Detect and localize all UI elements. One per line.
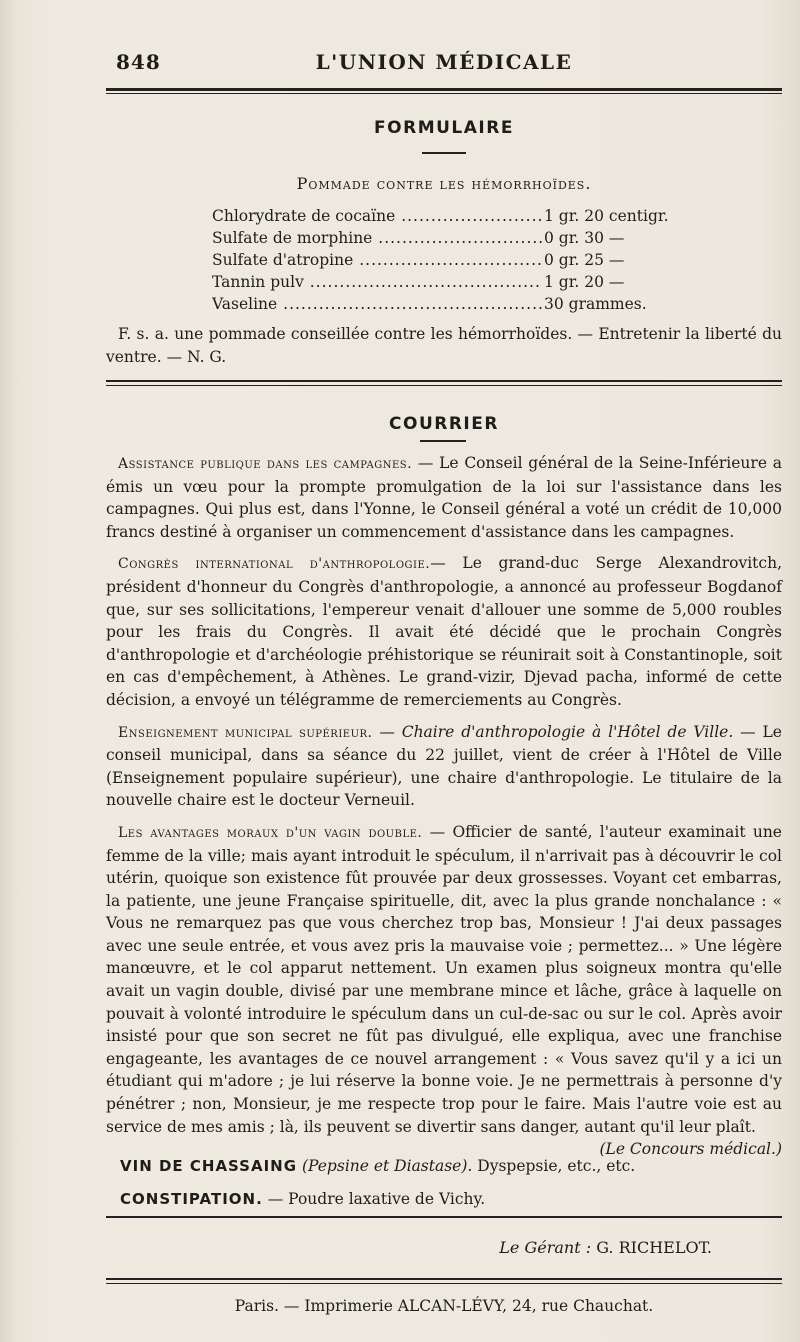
formulaire-note: F. s. a. une pommade conseillée contre les hémorrhoïdes. — Entretenir la liberté du ventre. — N. G. — [106, 325, 782, 366]
courrier-title: COURRIER — [389, 414, 499, 434]
news-paragraph — [106, 452, 782, 543]
footer-divider-2-thin — [106, 1283, 782, 1284]
page-number: 848 — [116, 50, 161, 74]
ingredient-name: Vaseline ..... — [212, 293, 542, 315]
header-rule — [106, 88, 782, 91]
prescription-list — [212, 205, 712, 315]
paragraph-text: — Le conseil municipal, dans sa séance du 22 juillet, vient de créer à l'Hôtel de Ville (Enseignement populaire supérieur), une chaire d'anthropologie. Le titulaire de la nouvelle chaire est le docteur Verneuil. — [106, 722, 782, 810]
ingredient-quantity: 1 gr. 20 — — [544, 273, 625, 291]
paragraph-heading: Congrès international d'anthropologie. — [118, 556, 431, 573]
ingredient-name: Sulfate d'atropine ..... — [212, 249, 542, 271]
news-paragraph — [106, 821, 782, 1159]
ingredient-name: Chlorydrate de cocaïne ..... — [212, 205, 542, 227]
advertisement-line — [120, 1190, 780, 1208]
formulaire-title: FORMULAIRE — [374, 118, 514, 138]
paragraph-heading: Assistance publique dans les campagnes. — [118, 456, 413, 472]
news-paragraph — [106, 552, 782, 711]
formulaire-note-block — [106, 323, 782, 368]
ingredient-name: Sulfate de morphine ..... — [212, 227, 542, 249]
courrier-title-rule — [420, 440, 466, 442]
paragraph-source: (Le Concours médical.) — [599, 1140, 782, 1159]
paragraph-text: — Le grand-duc Serge Alexandrovitch, président d'honneur du Congrès d'anthropologie, a annoncé au professeur Bogdanof que, sur ses sollicitations, l'empereur venait d'allouer une somme de 5,000 roubles pour les frais du Congrès. Il avait été décidé que le prochain Congrès d'anthropologie et d'archéologie préhistorique se réunirait soit à Constantinople, soit en cas d'empêchement, à Athènes. Le grand-vizir, Djevad pacha, informé de cette décision, a envoyé un télégramme de remerciements au Congrès. — [106, 554, 782, 709]
prescription-row — [212, 205, 712, 227]
formulaire-title-rule — [422, 152, 466, 154]
paragraph-text: — Le Conseil général de la Seine-Inférieure a émis un vœu pour la prompte promulgation de la loi sur l'assistance dans les campagnes. Qui plus est, dans l'Yonne, le Conseil général a voté un crédit de 10,000 francs destiné à organiser un commencement d'assistance dans les campagnes. — [106, 454, 782, 541]
ad-italic: (Pepsine et Diastase). — [301, 1157, 473, 1175]
gerant-name: G. RICHELOT. — [596, 1238, 712, 1257]
paragraph-heading: Enseignement municipal supérieur. — [118, 724, 373, 741]
footer-divider — [106, 1216, 782, 1218]
footer-divider-2 — [106, 1278, 782, 1280]
journal-title: L'UNION MÉDICALE — [315, 50, 573, 74]
gerant-line — [106, 1238, 782, 1257]
ad-brand: CONSTIPATION. — [120, 1190, 263, 1208]
ad-text: — Poudre laxative de Vichy. — [262, 1190, 486, 1208]
advertisement-line — [120, 1157, 780, 1175]
section-divider — [106, 380, 782, 382]
ad-text: Dyspepsie, etc., etc. — [472, 1157, 636, 1175]
ingredient-quantity: 0 gr. 30 — — [544, 229, 625, 247]
ingredient-quantity: 0 gr. 25 — — [544, 251, 625, 269]
gerant-label: Le Gérant : — [499, 1238, 592, 1257]
ingredient-name: Tannin pulv ..... — [212, 271, 542, 293]
ingredient-quantity: 30 grammes. — [544, 295, 647, 313]
header-rule-thin — [106, 93, 782, 94]
news-paragraph: Enseignement municipal supérieur. — Chaire d'anthropologie à l'Hôtel de Ville. — Le conseil municipal, dans sa séance du 22 juillet, vient de créer à l'Hôtel de Ville (Enseignement populaire supérieur), une chaire d'anthropologie. Le titulaire de la nouvelle chaire est le docteur Verneuil. — [106, 722, 782, 810]
prescription-row — [212, 249, 712, 271]
prescription-row — [212, 293, 712, 315]
ad-brand: VIN DE CHASSAING — [120, 1157, 298, 1175]
paragraph-text: — Officier de santé, l'auteur examinait une femme de la ville; mais ayant introduit le spéculum, il n'arrivait pas à découvrir le col utérin, quoique son existence fût prouvée par deux grossesses. Voyant cet embarras, la patiente, une jeune Française spirituelle, dit, avec la plus grande nonchalance : « Vous ne remarquez pas que vous cherchez trop bas, Monsieur ! J'ai deux passages avec une seule entrée, et vous avez pris la mauvaise voie ; permettez... » Une légère manœuvre, et le col apparut nettement. Un examen plus soigneux montra qu'elle avait un vagin double, divisé par une membrane mince et lâche, grâce à laquelle on pouvait à volonté introduire le spéculum dans un cul-de-sac ou sur le col. Après avoir insisté pour que son secret ne fût pas divulgué, elle expliqua, avec une franchise engageante, les avantages de ce nouvel arrangement : « Vous savez qu'il y a ici un étudiant qui m'adore ; je lui réserve la bonne voie. Je ne permettrais à personne d'y pénétrer ; non, Monsieur, je me respecte trop pour le faire. Mais l'autre voie est au service de mes amis ; là, ils peuvent se divertir sans danger, autant qu'il leur plaît. — [106, 822, 782, 1136]
page-header — [106, 50, 782, 80]
courrier-body — [106, 452, 782, 1161]
paragraph-heading: Les avantages moraux d'un vagin double. — [118, 824, 423, 841]
printer-line: Paris. — Imprimerie ALCAN-LÉVY, 24, rue Chauchat. — [234, 1297, 654, 1315]
paragraph-italic: Chaire d'anthropologie à l'Hôtel de Ville. — [401, 722, 734, 741]
section-divider-thin — [106, 385, 782, 386]
prescription-row — [212, 271, 712, 293]
formulaire-subtitle: Pommade contre les hémorrhoïdes. — [296, 174, 592, 193]
prescription-row — [212, 227, 712, 249]
ingredient-quantity: 1 gr. 20 centigr. — [544, 207, 669, 225]
